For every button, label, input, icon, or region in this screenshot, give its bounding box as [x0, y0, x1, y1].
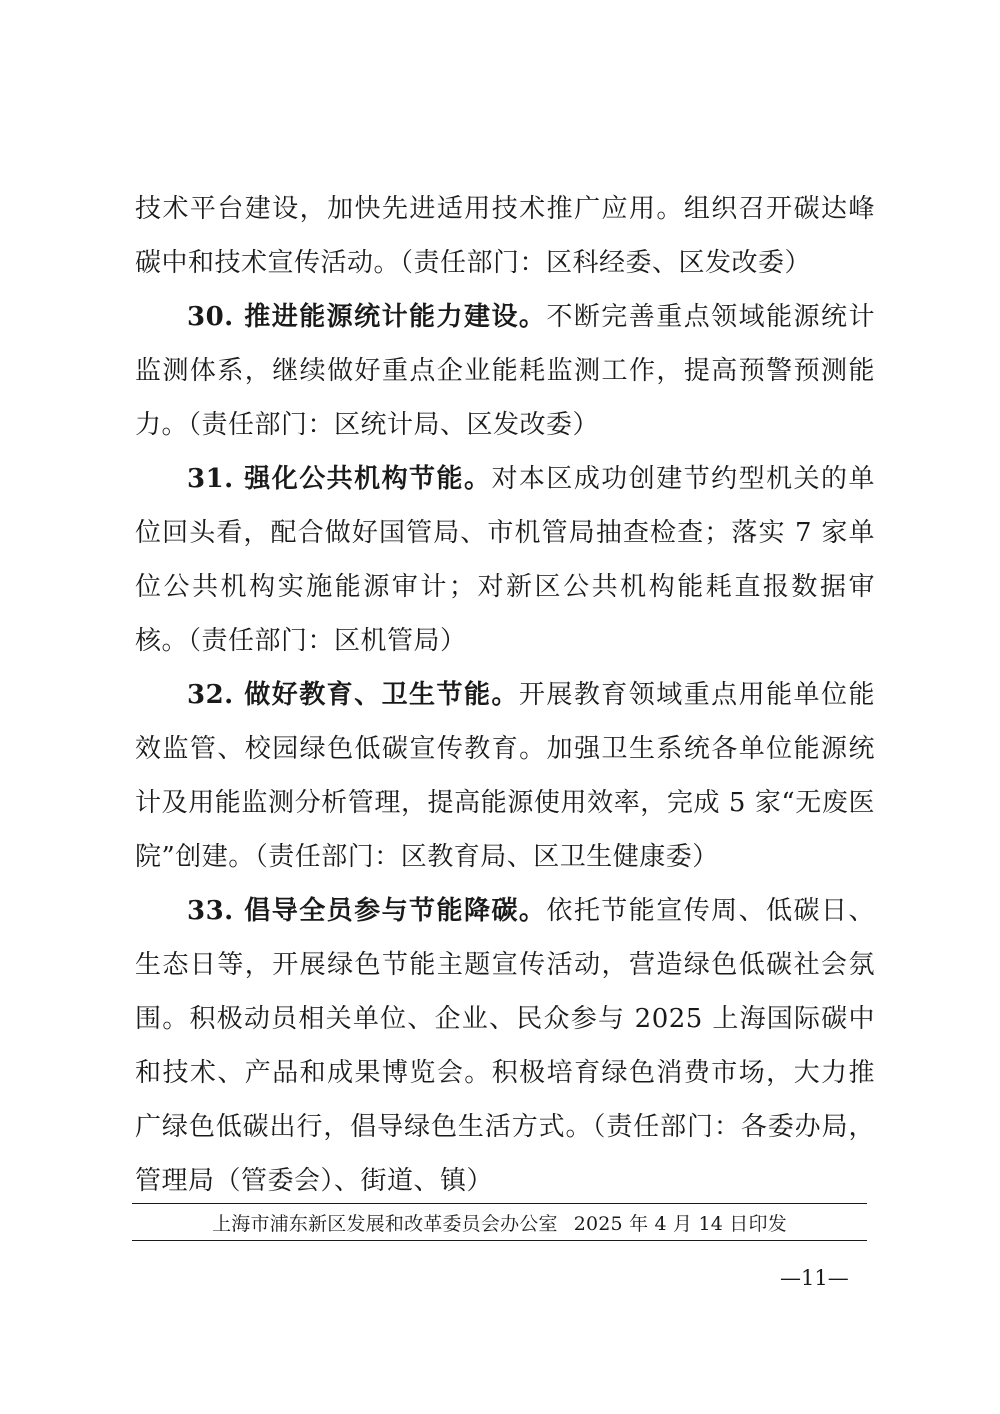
paragraph-item-33 — [135, 884, 875, 1208]
footer-date: 2025 年 4 月 14 日印发 — [573, 1212, 787, 1235]
paragraph-text: 技术平台建设，加快先进适用技术推广应用。组织召开碳达峰碳中和技术宣传活动。（责任部门：区科经委、区发改委） — [135, 194, 875, 278]
paragraph-item-30 — [135, 290, 875, 452]
paragraph-continuation — [135, 182, 875, 290]
item-heading: 倡导全员参与节能降碳。 — [244, 896, 547, 926]
issuance-footer — [132, 1203, 867, 1241]
item-number: 33. — [187, 896, 234, 926]
item-number: 32. — [187, 680, 234, 710]
paragraph-item-31 — [135, 452, 875, 668]
item-text: 开展教育领域重点用能单位能效监管、校园绿色低碳宣传教育。加强卫生系统各单位能源统计及用能监测分析管理，提高能源使用效率，完成 5 家“无废医院”创建。（责任部门：区教育局、区卫生健康委） — [135, 680, 875, 872]
page-number: —11— — [780, 1266, 849, 1290]
item-heading: 强化公共机构节能。 — [244, 464, 492, 494]
item-text: 依托节能宣传周、低碳日、生态日等，开展绿色节能主题宣传活动，营造绿色低碳社会氛围。积极动员相关单位、企业、民众参与 2025 上海国际碳中和技术、产品和成果博览会。积极培育绿色消费市场，大力推广绿色低碳出行，倡导绿色生活方式。（责任部门：各委办局，管理局（管委会）、街道、镇） — [135, 896, 875, 1196]
item-text: 对本区成功创建节约型机关的单位回头看，配合做好国管局、市机管局抽查检查；落实 7 家单位公共机构实施能源审计；对新区公共机构能耗直报数据审核。（责任部门：区机管局） — [135, 464, 875, 656]
document-body — [135, 182, 875, 1208]
item-number: 31. — [187, 464, 234, 494]
paragraph-item-32 — [135, 668, 875, 884]
item-heading: 推进能源统计能力建设。 — [244, 302, 547, 332]
item-text: 不断完善重点领域能源统计监测体系，继续做好重点企业能耗监测工作，提高预警预测能力。（责任部门：区统计局、区发改委） — [135, 302, 875, 440]
item-heading: 做好教育、卫生节能。 — [244, 680, 519, 710]
footer-issuer: 上海市浦东新区发展和改革委员会办公室 — [212, 1212, 558, 1235]
item-number: 30. — [187, 302, 234, 332]
